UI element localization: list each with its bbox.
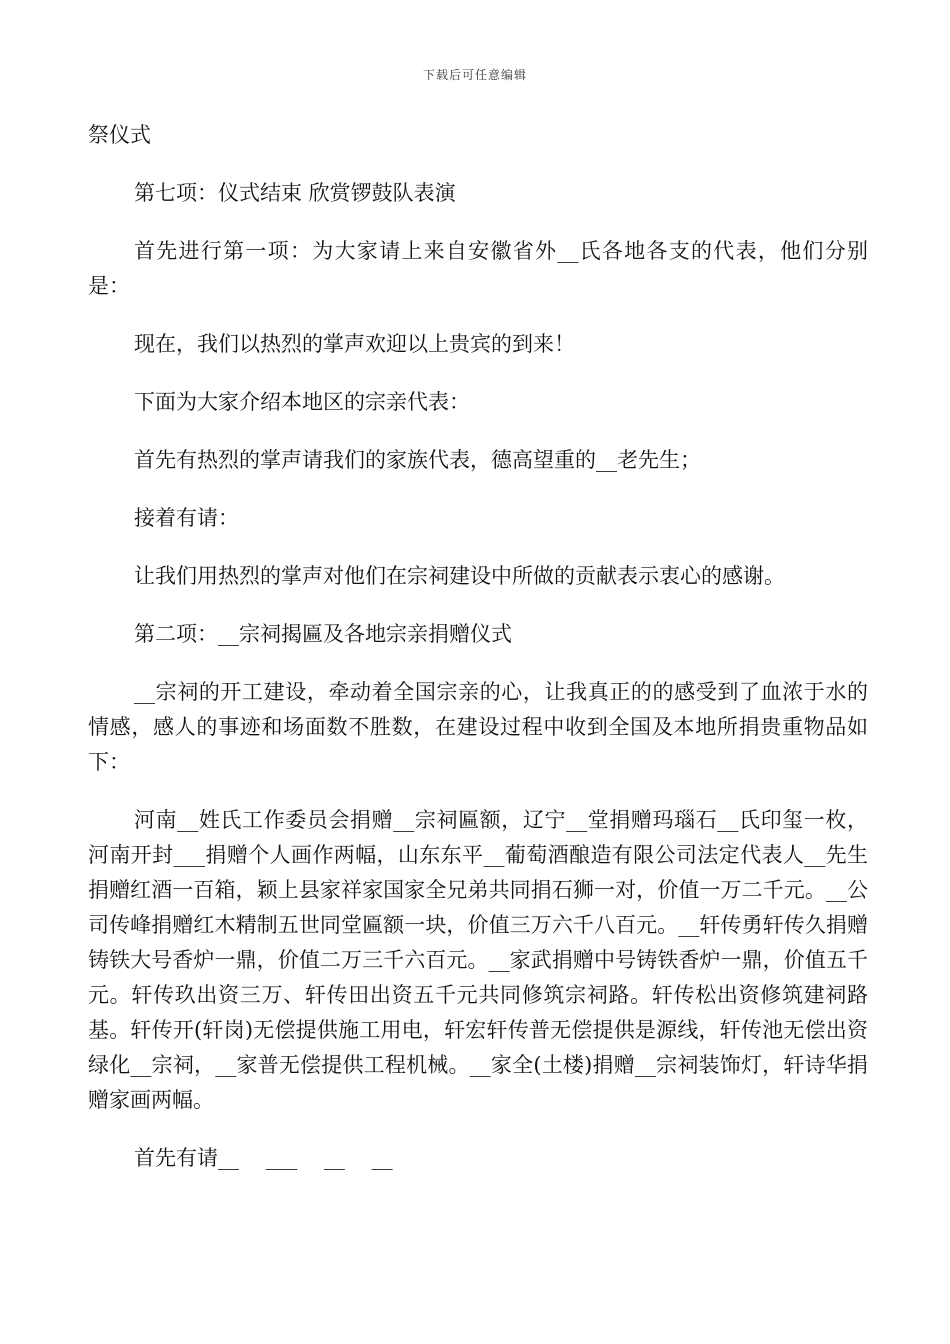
paragraph-donations: 河南__姓氏工作委员会捐赠__宗祠匾额，辽宁__堂捐赠玛瑙石__氏印玺一枚，河南开封___捐赠个人画作两幅，山东东平__葡萄酒酿造有限公司法定代表人__先生捐赠红酒一百箱，颖上县家祥家国家全兄弟共同捐石狮一对，价值一万二千元。__公司传峰捐赠红木精制五世同堂匾额一块，价值三万六千八百元。__轩传勇轩传久捐赠铸铁大号香炉一鼎，价值二万三千六百元。__家武捐赠中号铸铁香炉一鼎，价值五千元。轩传玖出资三万、轩传田出资五千元共同修筑宗祠路。轩传松出资修筑建祠路基。轩传开(轩岗)无偿提供施工用电，轩宏轩传普无偿提供是源线，轩传池无偿出资绿化__宗祠，__家普无偿提供工程机械。__家全(土楼)捐赠__宗祠装饰灯，轩诗华捐赠家画两幅。: [88, 808, 868, 1112]
paragraph-item-one: 首先进行第一项：为大家请上来自安徽省外__氏各地各支的代表，他们分别是：: [88, 239, 868, 298]
paragraph-local-reps: 下面为大家介绍本地区的宗亲代表：: [134, 390, 470, 414]
paragraph-welcome: 现在，我们以热烈的掌声欢迎以上贵宾的到来！: [134, 332, 575, 356]
paragraph-item-two: 第二项：__宗祠揭匾及各地宗亲捐赠仪式: [134, 622, 512, 646]
header-note: 下载后可任意编辑: [422, 68, 527, 82]
paragraph-ceremony-tail: 祭仪式: [88, 123, 151, 147]
document-body: [88, 118, 868, 1199]
paragraph-invite-blanks: 首先有请__ ___ __ __: [134, 1146, 393, 1170]
paragraph-next-invite: 接着有请：: [134, 506, 239, 530]
paragraph-thanks: 让我们用热烈的掌声对他们在宗祠建设中所做的贡献表示衷心的感谢。: [134, 564, 785, 588]
paragraph-family-rep: 首先有热烈的掌声请我们的家族代表，德高望重的__老先生；: [134, 448, 701, 472]
paragraph-construction: __宗祠的开工建设，牵动着全国宗亲的心，让我真正的的感受到了血浓于水的情感，感人的事迹和场面数不胜数，在建设过程中收到全国及本地所捐贵重物品如下：: [88, 680, 868, 774]
paragraph-item-seven: 第七项：仪式结束 欣赏锣鼓队表演: [134, 181, 456, 205]
